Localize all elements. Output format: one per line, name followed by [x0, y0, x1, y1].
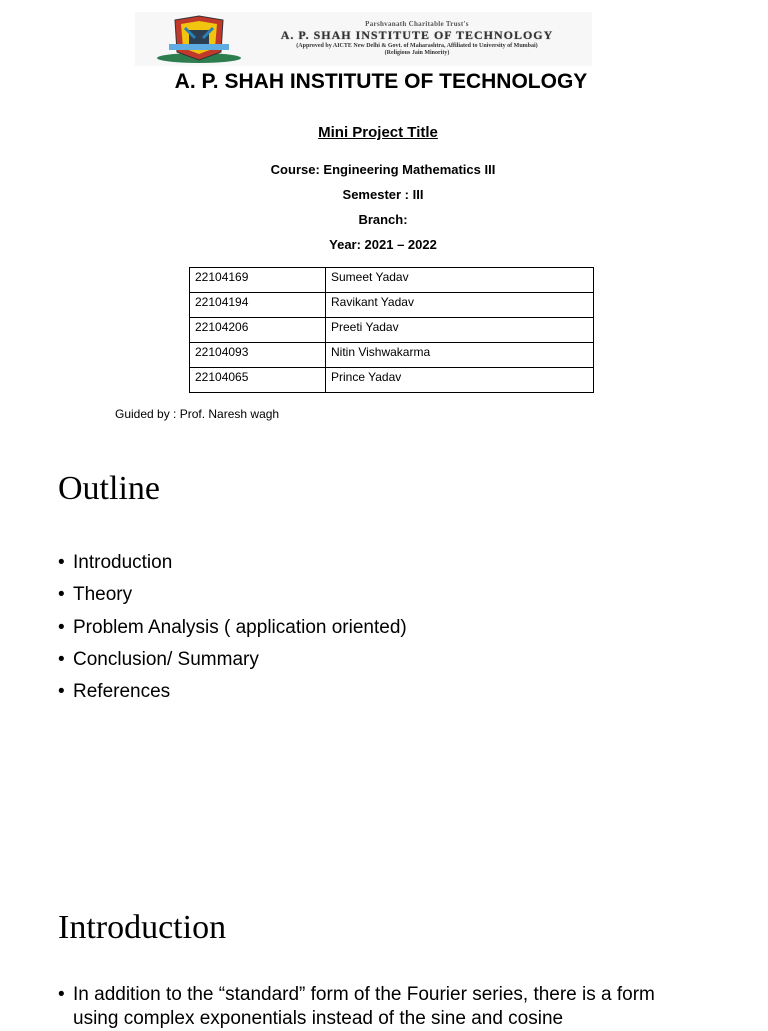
semester-line: Semester : III	[342, 187, 424, 202]
list-item	[58, 677, 407, 709]
banner-minority: (Religious Jain Minority)	[384, 50, 450, 56]
table-row	[190, 318, 594, 343]
table-row	[190, 343, 594, 368]
outline-item-label: Problem Analysis ( application oriented)	[73, 616, 407, 638]
table-row	[190, 293, 594, 318]
student-name: Nitin Vishwakarma	[326, 343, 594, 368]
student-name: Prince Yadav	[326, 368, 594, 393]
bullet-icon: •	[58, 681, 65, 703]
institute-title: A. P. SHAH INSTITUTE OF TECHNOLOGY	[174, 70, 588, 93]
bullet-icon: •	[58, 984, 65, 1005]
introduction-heading: Introduction	[58, 909, 227, 946]
table-row	[190, 268, 594, 293]
roll-number: 22104169	[190, 268, 326, 293]
list-item	[58, 548, 407, 580]
institute-banner	[135, 12, 592, 66]
roll-number: 22104194	[190, 293, 326, 318]
banner-approval: (Approved by AICTE New Delhi & Govt. of Maharashtra, Affiliated to University of Mumbai)	[296, 43, 538, 49]
guided-by: Guided by : Prof. Naresh wagh	[115, 407, 280, 421]
roll-number: 22104065	[190, 368, 326, 393]
branch-line: Branch:	[358, 212, 408, 227]
list-item	[58, 613, 407, 645]
course-line: Course: Engineering Mathematics III	[270, 162, 496, 177]
introduction-text: In addition to the “standard” form of the Fourier series, there is a form using complex exponentials instead of the sine and cosine	[73, 984, 655, 1029]
outline-heading: Outline	[58, 470, 160, 507]
outline-item-label: Theory	[73, 584, 133, 606]
students-table	[189, 267, 594, 393]
table-row	[190, 368, 594, 393]
student-name: Preeti Yadav	[326, 318, 594, 343]
banner-text	[247, 20, 587, 57]
outline-item-label: Conclusion/ Summary	[73, 648, 259, 670]
roll-number: 22104093	[190, 343, 326, 368]
bullet-icon: •	[58, 552, 65, 573]
roll-number: 22104206	[190, 318, 326, 343]
year-line: Year: 2021 – 2022	[329, 237, 437, 252]
bullet-icon: •	[58, 584, 65, 606]
student-name: Ravikant Yadav	[326, 293, 594, 318]
institute-logo-icon	[155, 14, 243, 64]
project-title: Mini Project Title	[318, 124, 438, 141]
banner-institute-name: A. P. SHAH INSTITUTE OF TECHNOLOGY	[280, 28, 554, 42]
list-item	[58, 645, 407, 677]
banner-trust: Parshvanath Charitable Trust's	[365, 20, 469, 28]
outline-item-label: References	[73, 681, 171, 703]
list-item	[58, 580, 407, 612]
student-name: Sumeet Yadav	[326, 268, 594, 293]
outline-list	[58, 548, 407, 709]
outline-item-label: Introduction	[73, 552, 173, 573]
bullet-icon: •	[58, 648, 65, 670]
bullet-icon: •	[58, 616, 65, 638]
